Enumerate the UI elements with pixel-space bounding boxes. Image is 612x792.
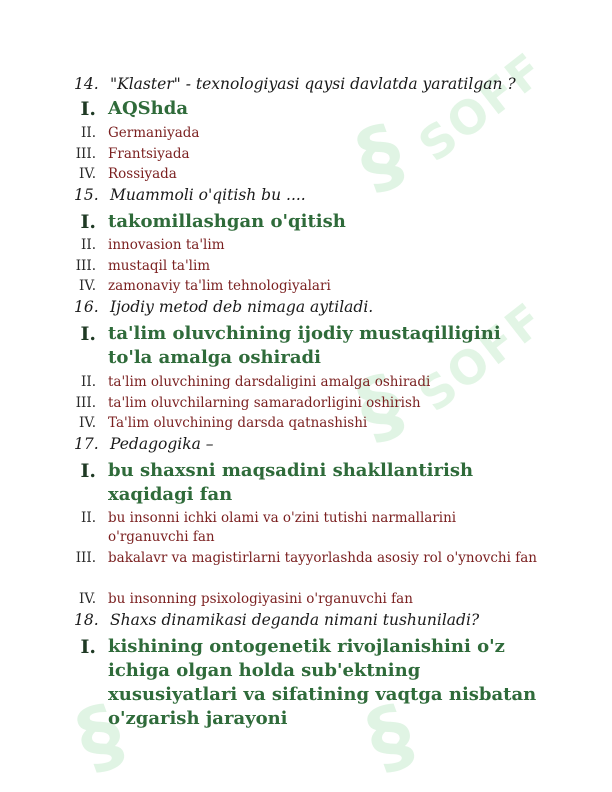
option-text: takomillashgan o'qitish (108, 211, 346, 232)
option-text: Rossiyada (108, 166, 177, 182)
answer-option-correct (80, 210, 548, 234)
question-15 (74, 186, 306, 204)
option-text: ta'lim oluvchining ijodiy mustaqilligini to'la amalga oshiradi (108, 323, 501, 368)
option-roman: III. (75, 550, 96, 566)
option-text: Ta'lim oluvchining darsda qatnashishi (108, 415, 368, 431)
option-text: zamonaviy ta'lim tehnologiyalari (108, 278, 331, 294)
option-text: bu insonni ichki olami va o'zini tutishi narmallarini o'rganuvchi fan (108, 510, 457, 545)
answer-option-correct (80, 97, 548, 121)
option-roman: II. (81, 510, 96, 526)
option-text: AQShda (108, 98, 188, 119)
answer-option-correct (80, 635, 548, 731)
answer-option (78, 414, 548, 433)
answer-option (75, 394, 548, 413)
option-roman: I. (80, 636, 96, 658)
option-roman: I. (80, 211, 96, 233)
question-text: "Klaster" - texnologiyasi qaysi davlatda yaratilgan ? (110, 75, 516, 93)
option-text: mustaqil ta'lim (108, 258, 211, 274)
answer-option (75, 257, 548, 276)
answer-option-correct (80, 459, 538, 507)
question-text: Pedagogika – (110, 435, 214, 453)
option-roman: III. (75, 146, 96, 162)
option-roman: I. (80, 98, 96, 120)
answer-option (75, 145, 548, 164)
answer-option (81, 236, 548, 255)
answer-option (81, 124, 548, 143)
watermark-logo-icon: § (345, 355, 415, 458)
option-roman: IV. (78, 278, 96, 294)
option-roman: II. (81, 237, 96, 253)
answer-option-correct (80, 322, 538, 370)
watermark-text: SOFF (408, 41, 555, 173)
question-number: 14. (74, 75, 99, 93)
answer-option (78, 277, 548, 296)
answer-option (81, 373, 548, 392)
question-text: Ijodiy metod deb nimaga aytiladi. (110, 298, 374, 316)
question-text: Shaxs dinamikasi deganda nimani tushuniladi? (110, 611, 480, 629)
watermark-logo-icon: § (345, 105, 415, 208)
question-17 (74, 435, 214, 453)
option-roman: III. (75, 395, 96, 411)
option-roman: II. (81, 374, 96, 390)
option-text: bakalavr va magistirlarni tayyorlashda asosiy rol o'ynovchi fan (108, 550, 537, 566)
option-text: bu shaxsni maqsadini shakllantirish xaqidagi fan (108, 460, 474, 505)
option-roman: II. (81, 125, 96, 141)
option-text: ta'lim oluvchilarning samaradorligini oshirish (108, 395, 421, 411)
question-number: 16. (74, 298, 99, 316)
answer-option (81, 509, 538, 547)
watermark-logo-icon: § (355, 685, 425, 788)
question-16 (74, 298, 373, 316)
question-18 (74, 611, 479, 629)
question-text: Muammoli o'qitish bu .... (110, 186, 306, 204)
question-14 (74, 75, 516, 93)
question-number: 18. (74, 611, 99, 629)
option-roman: IV. (78, 166, 96, 182)
option-roman: I. (80, 460, 96, 482)
option-text: Frantsiyada (108, 146, 190, 162)
answer-option (78, 590, 548, 609)
option-roman: III. (75, 258, 96, 274)
answer-option (75, 549, 548, 568)
question-number: 17. (74, 435, 99, 453)
option-roman: IV. (78, 591, 96, 607)
option-text: bu insonning psixologiyasini o'rganuvchi fan (108, 591, 413, 607)
option-roman: IV. (78, 415, 96, 431)
option-roman: I. (80, 323, 96, 345)
option-text: kishining ontogenetik rivojlanishini o'z ichiga olgan holda sub'ektning xususiyatlari va sifatining vaqtga nisbatan o'zgarish jarayoni (108, 636, 537, 729)
question-number: 15. (74, 186, 99, 204)
option-text: ta'lim oluvchining darsdaligini amalga oshiradi (108, 374, 431, 390)
watermark-text: SOFF (408, 291, 555, 423)
answer-option (78, 165, 548, 184)
watermark-logo-icon: § (65, 685, 135, 788)
option-text: Germaniyada (108, 125, 200, 141)
option-text: innovasion ta'lim (108, 237, 225, 253)
